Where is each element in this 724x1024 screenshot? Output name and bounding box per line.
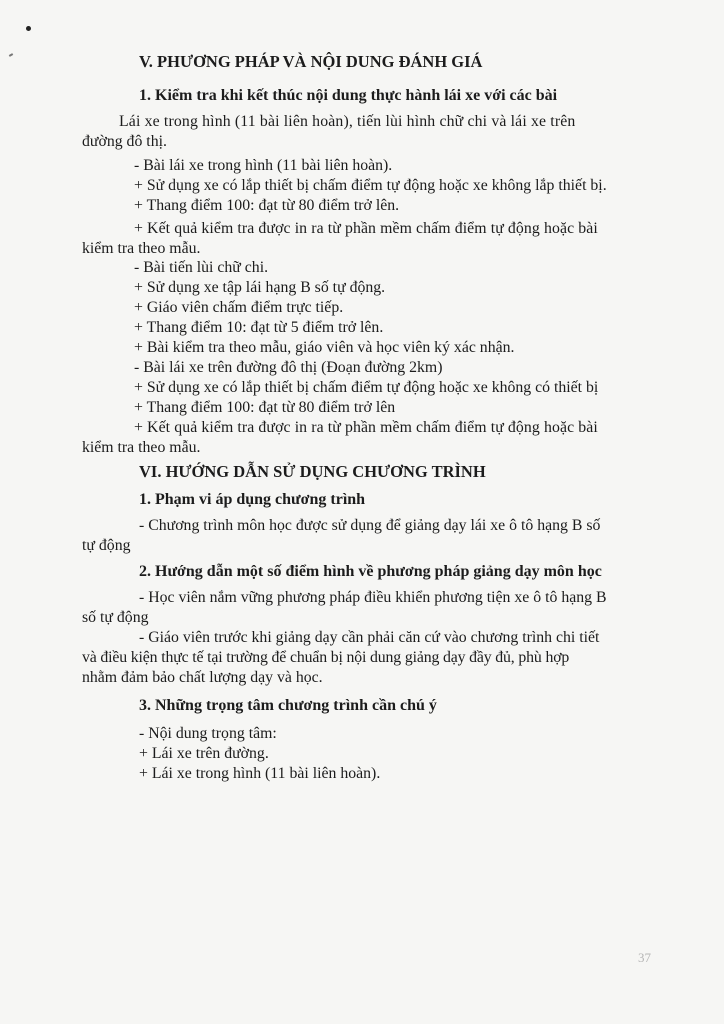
paragraph-line: đường đô thị. <box>82 133 167 150</box>
paragraph-line: - Nội dung trọng tâm: <box>139 725 277 742</box>
paragraph-line: + Kết quả kiểm tra được in ra từ phần mềm chấm điểm tự động hoặc bài <box>134 220 598 237</box>
paragraph-line: + Sử dụng xe có lắp thiết bị chấm điểm tự động hoặc xe không có thiết bị <box>134 379 599 396</box>
paragraph-line: - Bài lái xe trên đường đô thị (Đoạn đường 2km) <box>134 359 443 376</box>
paragraph-line: số tự động <box>82 609 149 626</box>
paragraph-line: - Chương trình môn học được sử dụng để giảng dạy lái xe ô tô hạng B số <box>139 517 601 534</box>
page-number: 37 <box>638 950 651 965</box>
scan-dot <box>26 26 31 31</box>
paragraph-line: và điều kiện thực tế tại trường để chuẩn bị nội dung giảng dạy đầy đủ, phù hợp <box>82 649 570 666</box>
paragraph-line: Lái xe trong hình (11 bài liên hoàn), tiến lùi hình chữ chi và lái xe trên <box>119 113 576 130</box>
section-6-sub-2: 2. Hướng dẫn một số điểm hình về phương pháp giảng dạy môn học <box>139 563 602 580</box>
paragraph-line: - Bài tiến lùi chữ chi. <box>134 259 269 276</box>
paragraph-line: kiểm tra theo mẫu. <box>82 439 201 456</box>
paragraph-line: + Thang điểm 100: đạt từ 80 điểm trở lên. <box>134 197 400 214</box>
paragraph-line: + Sử dụng xe tập lái hạng B số tự động. <box>134 279 386 296</box>
scan-speck <box>9 53 13 57</box>
paragraph-line: - Học viên nắm vững phương pháp điều khiển phương tiện xe ô tô hạng B <box>139 589 607 606</box>
paragraph-line: kiểm tra theo mẫu. <box>82 240 201 257</box>
paragraph-line: + Kết quả kiểm tra được in ra từ phần mềm chấm điểm tự động hoặc bài <box>134 419 598 436</box>
section-5-sub-1: 1. Kiểm tra khi kết thúc nội dung thực hành lái xe với các bài <box>139 87 558 104</box>
paragraph-line: + Giáo viên chấm điểm trực tiếp. <box>134 299 344 316</box>
paragraph-line: - Giáo viên trước khi giảng dạy cần phải căn cứ vào chương trình chi tiết <box>139 629 600 646</box>
paragraph-line: + Lái xe trong hình (11 bài liên hoàn). <box>139 765 381 782</box>
paragraph-line: + Lái xe trên đường. <box>139 745 269 762</box>
section-5-title: V. PHƯƠNG PHÁP VÀ NỘI DUNG ĐÁNH GIÁ <box>139 52 483 71</box>
paragraph-line: + Thang điểm 10: đạt từ 5 điểm trở lên. <box>134 319 384 336</box>
paragraph-line: + Bài kiểm tra theo mẫu, giáo viên và học viên ký xác nhận. <box>134 339 515 356</box>
paragraph-line: + Sử dụng xe có lắp thiết bị chấm điểm tự động hoặc xe không lắp thiết bị. <box>134 177 607 194</box>
section-6-sub-3: 3. Những trọng tâm chương trình cần chú ý <box>139 697 437 714</box>
paragraph-line: tự động <box>82 537 131 554</box>
paragraph-line: nhằm đảm bảo chất lượng dạy và học. <box>82 669 323 686</box>
paragraph-line: + Thang điểm 100: đạt từ 80 điểm trở lên <box>134 399 396 416</box>
section-6-title: VI. HƯỚNG DẪN SỬ DỤNG CHƯƠNG TRÌNH <box>139 462 486 481</box>
section-6-sub-1: 1. Phạm vi áp dụng chương trình <box>139 491 366 508</box>
paragraph-line: - Bài lái xe trong hình (11 bài liên hoàn). <box>134 157 393 174</box>
